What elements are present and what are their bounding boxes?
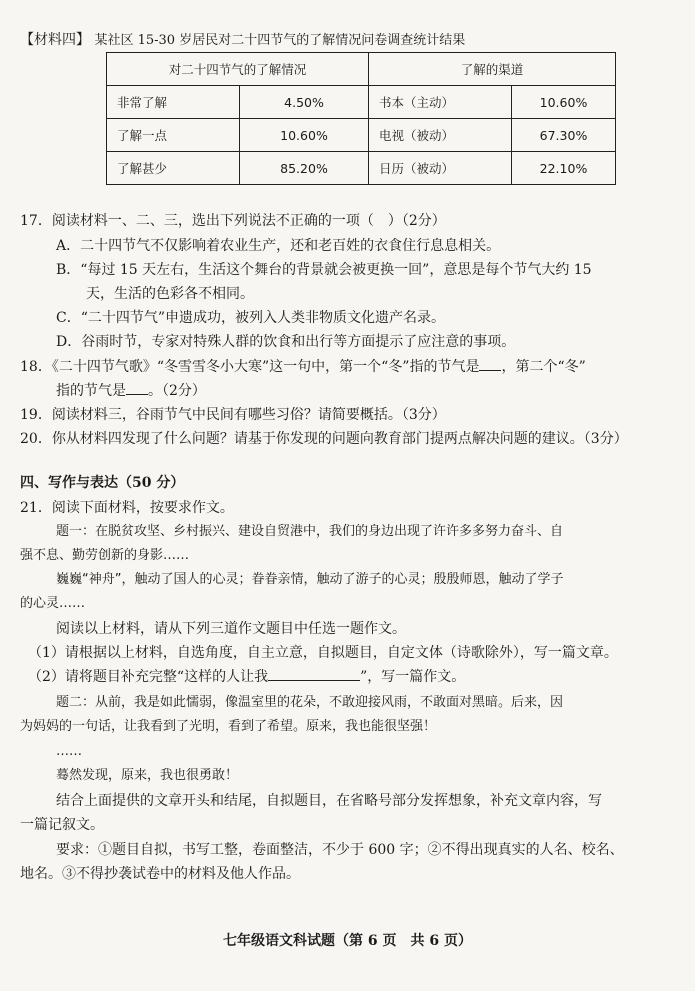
- survey-table: [106, 52, 616, 185]
- q17-option-c: C．“二十四节气”申遗成功，被列入人类非物质文化遗产名录。: [56, 310, 446, 326]
- header-channel: 了解的渠道: [369, 53, 616, 86]
- topic1-option1: （1）请根据以上材料，自选角度，自主立意，自拟题目，自定文体（诗歌除外），写一篇文章。: [28, 645, 618, 661]
- q17-option-d: D．谷雨时节，专家对特殊人群的饮食和出行等方面提示了应注意的事项。: [56, 334, 516, 350]
- material-label: [20, 31, 465, 50]
- topic2-ellipsis: ……: [56, 744, 82, 759]
- q17-option-b-cont: 天，生活的色彩各不相同。: [86, 286, 254, 302]
- material-tag: 【材料四】: [20, 32, 90, 48]
- q17-stem: 17．阅读材料一、二、三，选出下列说法不正确的一项（ ）（2分）: [20, 213, 446, 229]
- section-heading: 四、写作与表达（50 分）: [20, 475, 185, 491]
- table-cell: 了解甚少: [107, 152, 240, 185]
- q18-text-d: 。（2分）: [148, 383, 206, 399]
- topic1-option2-b: ”，写一篇作文。: [360, 669, 466, 685]
- topic2-instruction: 结合上面提供的文章开头和结尾，自拟题目，在省略号部分发挥想象，补充文章内容，写: [56, 793, 602, 809]
- topic2-line2: 为妈妈的一句话，让我看到了光明，看到了希望。原来，我也能很坚强！: [20, 719, 437, 734]
- table-header-row: [107, 53, 616, 86]
- topic1-option2: [28, 668, 465, 686]
- table-row: [107, 152, 616, 185]
- q19: 19．阅读材料三，谷雨节气中民间有哪些习俗？请简要概括。（3分）: [20, 407, 446, 423]
- q18-text-b: ，第二个“冬”: [501, 359, 586, 375]
- table-cell: 了解一点: [107, 119, 240, 152]
- table-cell: 85.20%: [240, 152, 369, 185]
- q18-line1: [20, 358, 586, 376]
- table-cell: 67.30%: [512, 119, 616, 152]
- table-cell: 电视（被动）: [369, 119, 512, 152]
- q21-stem: 21．阅读下面材料，按要求作文。: [20, 500, 234, 516]
- q18-text-a: 18．《二十四节气歌》“冬雪雪冬小大寒”这一句中，第一个“冬”指的节气是: [20, 359, 480, 375]
- material-title: 某社区 15-30 岁居民对二十四节气的了解情况问卷调查统计结果: [94, 33, 466, 48]
- q18-line2: [56, 382, 206, 400]
- requirements: 要求：①题目自拟，书写工整，卷面整洁，不少于 600 字；②不得出现真实的人名、校名、: [56, 842, 624, 858]
- q17-option-a: A．二十四节气不仅影响着农业生产，还和老百姓的衣食住行息息相关。: [56, 238, 501, 254]
- topic1-line4: 的心灵……: [20, 596, 86, 611]
- table-cell: 10.60%: [512, 86, 616, 119]
- table-cell: 4.50%: [240, 86, 369, 119]
- topic1-line3: 巍巍“神舟”，触动了国人的心灵；眷眷亲情，触动了游子的心灵；殷殷师恩，触动了学子: [56, 572, 564, 587]
- table-cell: 书本（主动）: [369, 86, 512, 119]
- table-cell: 非常了解: [107, 86, 240, 119]
- table-cell: 22.10%: [512, 152, 616, 185]
- answer-blank: [268, 680, 360, 681]
- q17-option-b: B．“每过 15 天左右，生活这个舞台的背景就会被更换一回”，意思是每个节气大约 15: [56, 262, 592, 278]
- q20: 20．你从材料四发现了什么问题？请基于你发现的问题向教育部门提两点解决问题的建议。（3分）: [20, 431, 628, 447]
- answer-blank: [126, 394, 148, 395]
- table-cell: 日历（被动）: [369, 152, 512, 185]
- topic1-instruction: 阅读以上材料，请从下列三道作文题目中任选一题作文。: [56, 621, 406, 637]
- topic2-line1: 题二：从前，我是如此懦弱，像温室里的花朵，不敢迎接风雨，不敢面对黑暗。后来，因: [56, 695, 564, 710]
- answer-blank: [479, 370, 501, 371]
- topic1-option2-a: （2）请将题目补充完整“这样的人让我: [28, 669, 269, 685]
- requirements-cont: 地名。③不得抄袭试卷中的材料及他人作品。: [20, 866, 300, 882]
- table-row: [107, 86, 616, 119]
- table-row: [107, 119, 616, 152]
- topic2-instruction-cont: 一篇记叙文。: [20, 817, 104, 833]
- topic2-ending: 蓦然发现，原来，我也很勇敢！: [56, 768, 239, 783]
- topic1-line1: 题一：在脱贫攻坚、乡村振兴、建设自贸港中，我们的身边出现了许许多多努力奋斗、自: [56, 524, 564, 539]
- header-understanding: 对二十四节气的了解情况: [107, 53, 369, 86]
- topic1-line2: 强不息、勤劳创新的身影……: [20, 548, 190, 563]
- table-cell: 10.60%: [240, 119, 369, 152]
- page-footer: 七年级语文科试题（第 6 页 共 6 页）: [223, 933, 472, 949]
- q18-text-c: 指的节气是: [56, 383, 126, 399]
